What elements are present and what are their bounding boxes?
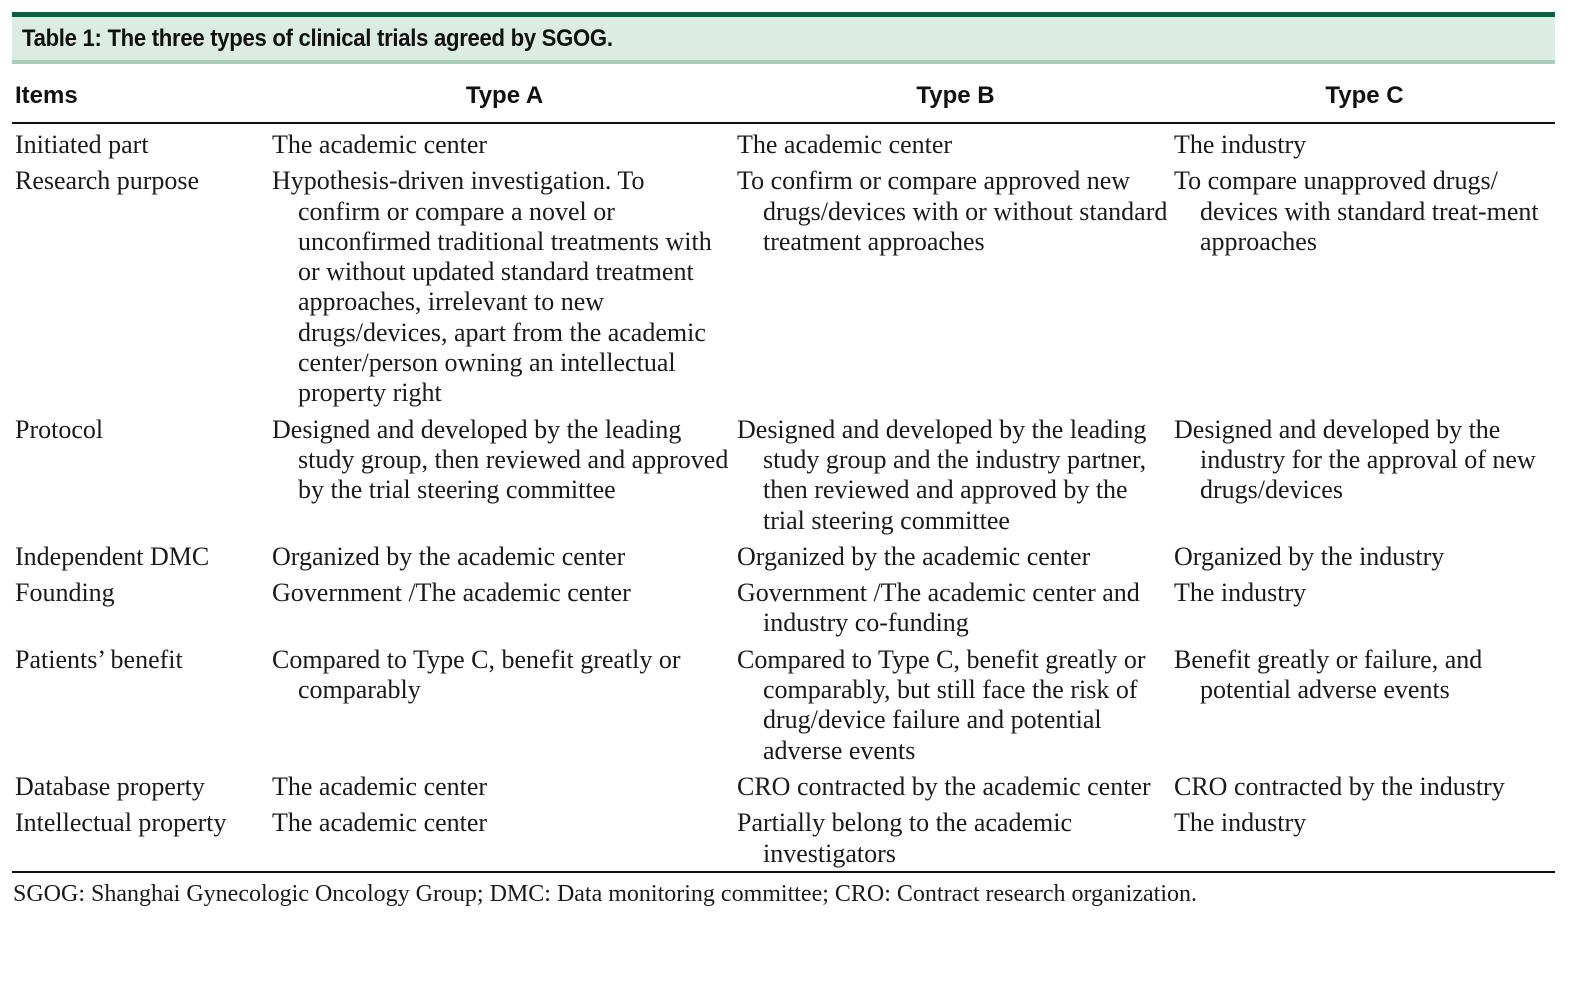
type-c-cell — [1174, 802, 1555, 872]
row-item-label: Intellectual property — [12, 802, 272, 872]
type-a-text: Organized by the academic center — [272, 541, 626, 571]
table-row — [12, 639, 1555, 766]
type-c-cell — [1174, 409, 1555, 536]
type-a-text: Hypothesis-driven investigation. To confirm or compare a novel or unconfirmed traditional treatments with or without updated standard treatment approaches, irrelevant to new drugs/devices, apart from the academic center/person owning an intellectual property right — [272, 166, 712, 408]
type-b-cell — [737, 123, 1174, 160]
type-b-text: Government /The academic center and industry co-funding — [737, 578, 1140, 638]
row-item-label: Initiated part — [15, 130, 149, 159]
table-row — [12, 802, 1555, 872]
type-a-cell — [272, 572, 737, 639]
type-a-text: The academic center — [272, 130, 488, 159]
header-row — [12, 64, 1555, 123]
type-a-cell — [272, 639, 737, 766]
table-row — [12, 409, 1555, 536]
type-c-cell — [1174, 536, 1555, 572]
type-c-cell — [1174, 160, 1555, 408]
type-c-cell — [1174, 639, 1555, 766]
type-a-cell — [272, 160, 737, 408]
type-b-cell — [737, 409, 1174, 536]
row-item-label: Protocol — [15, 414, 104, 444]
type-c-text: The industry — [1174, 808, 1307, 838]
table-footnote: SGOG: Shanghai Gynecologic Oncology Group; DMC: Data monitoring committee; CRO: Contract research organization. — [13, 880, 1197, 907]
type-b-text: Partially belong to the academic investigators — [737, 808, 1072, 868]
type-b-text: To confirm or compare approved new drugs/devices with or without standard treatment approaches — [737, 166, 1168, 256]
type-b-text: Organized by the academic center — [737, 541, 1091, 571]
type-b-cell — [737, 572, 1174, 639]
type-c-cell — [1174, 766, 1555, 802]
row-item-label: Independent DMC — [15, 541, 210, 571]
type-c-text: Organized by the industry — [1174, 541, 1445, 571]
clinical-trials-table — [12, 64, 1555, 873]
type-b-cell — [737, 766, 1174, 802]
type-b-cell — [737, 536, 1174, 572]
type-c-text: Benefit greatly or failure, and potential adverse events — [1174, 644, 1483, 705]
table-caption: Table 1: The three types of clinical trials agreed by SGOG. — [22, 24, 613, 52]
type-b-cell — [737, 802, 1174, 872]
table-row — [12, 123, 1555, 160]
table-row — [12, 160, 1555, 408]
table-row — [12, 572, 1555, 639]
type-c-text: Designed and developed by the industry for the approval of new drugs/devices — [1174, 414, 1536, 505]
header-items: Items — [12, 64, 272, 123]
header-type-c: Type C — [1174, 64, 1555, 123]
type-b-text: The academic center — [737, 130, 953, 159]
type-a-cell — [272, 766, 737, 802]
type-a-cell — [272, 802, 737, 872]
table-1 — [12, 12, 1555, 908]
header-type-a: Type A — [272, 64, 737, 123]
type-a-text: The academic center — [272, 771, 488, 801]
type-a-text: The academic center — [272, 808, 488, 838]
type-a-cell — [272, 536, 737, 572]
row-item-label: Patients’ benefit — [15, 644, 183, 674]
type-b-text: CRO contracted by the academic center — [737, 771, 1151, 801]
type-c-text: CRO contracted by the industry — [1174, 771, 1505, 801]
type-a-text: Designed and developed by the leading study group, then reviewed and approved by the trial steering committee — [272, 414, 729, 505]
type-c-text: The industry — [1174, 578, 1307, 608]
table-row — [12, 766, 1555, 802]
type-b-text: Compared to Type C, benefit greatly or comparably, but still face the risk of drug/device failure and potential adverse events — [737, 644, 1146, 765]
type-b-text: Designed and developed by the leading study group and the industry partner, then reviewed and approved by the trial steering committee — [737, 414, 1147, 535]
type-a-cell — [272, 409, 737, 536]
type-c-cell — [1174, 123, 1555, 160]
type-c-text: To compare unapproved drugs/ devices with standard treat-ment approaches — [1174, 166, 1539, 256]
header-type-b: Type B — [737, 64, 1174, 123]
table-caption-bar — [12, 12, 1555, 64]
type-b-cell — [737, 639, 1174, 766]
row-item-label: Founding — [15, 578, 115, 608]
table-row — [12, 536, 1555, 572]
row-item-label: Research purpose — [15, 166, 200, 196]
row-item-label: Database property — [15, 771, 205, 801]
type-a-text: Government /The academic center — [272, 578, 631, 608]
type-c-cell — [1174, 572, 1555, 639]
type-a-text: Compared to Type C, benefit greatly or comparably — [272, 644, 681, 705]
type-a-cell — [272, 123, 737, 160]
type-b-cell — [737, 160, 1174, 408]
type-c-text: The industry — [1174, 130, 1307, 159]
